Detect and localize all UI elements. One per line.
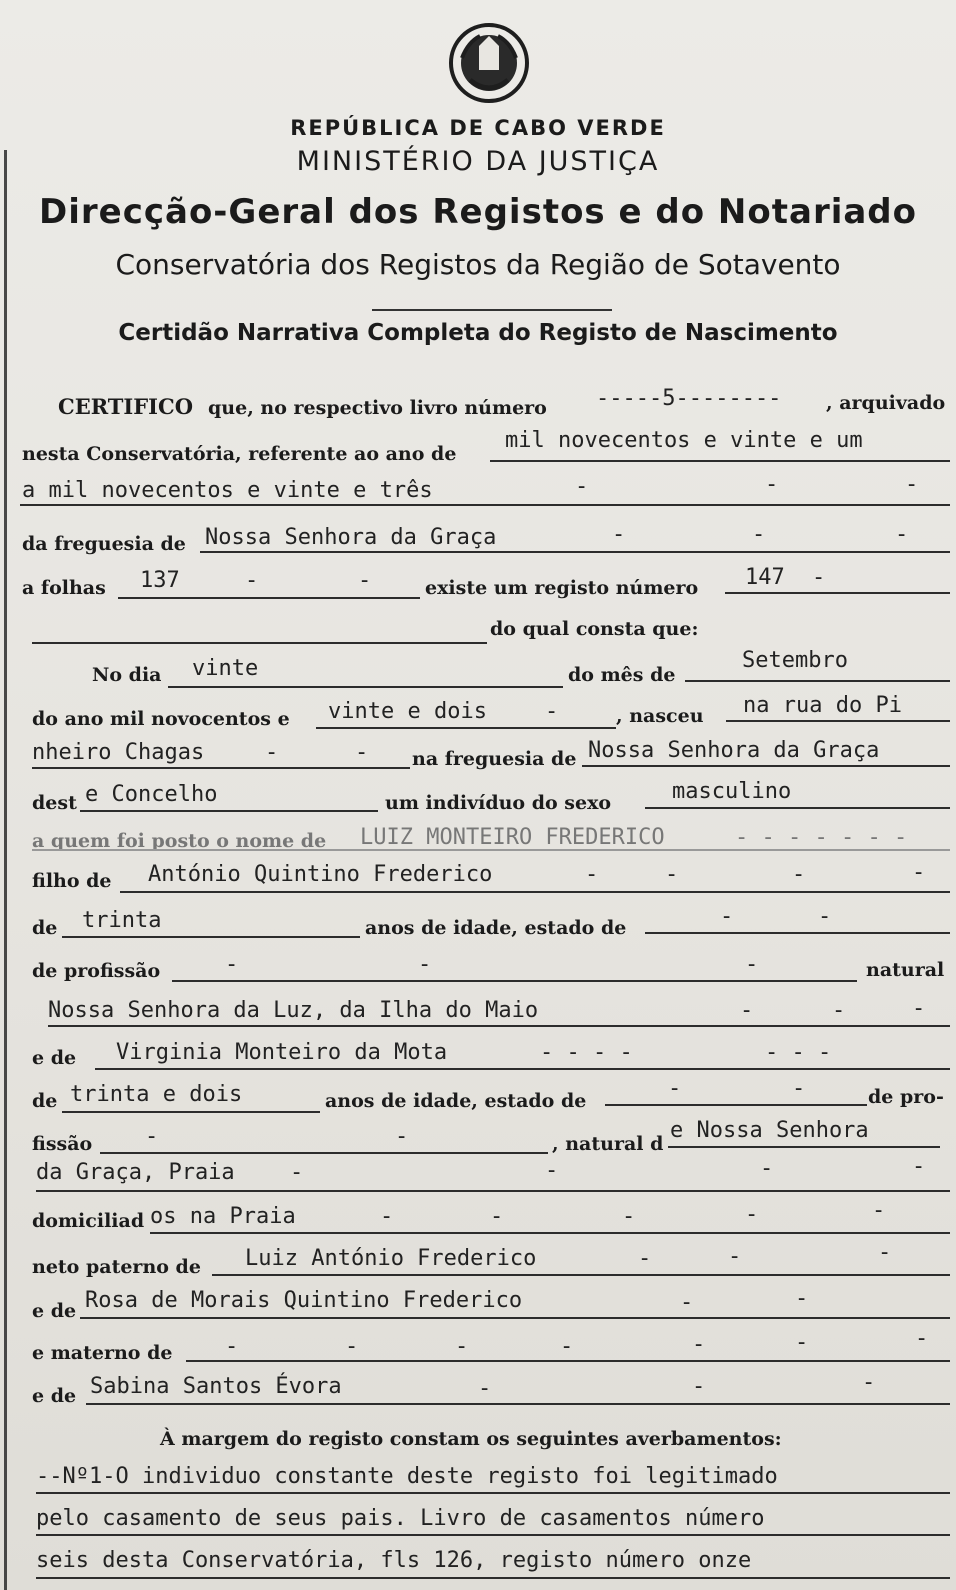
value-averbamento-3: seis desta Conservatória, fls 126, registo número onze: [36, 1548, 752, 1573]
value-ano-de-cont: a mil novecentos e vinte e três: [22, 478, 433, 503]
filler-dash: -: [638, 1246, 652, 1271]
underline-ano: [490, 460, 950, 462]
underline-freguesia: [200, 551, 950, 553]
label-domiciliad: domiciliad: [32, 1210, 145, 1232]
filler-dash: -: [795, 1286, 809, 1311]
label-nasceu: , nasceu: [616, 705, 704, 727]
filler-dash: -: [752, 522, 766, 547]
filler-dash: -: [792, 862, 806, 887]
filler-dash: -: [380, 1204, 394, 1229]
filler-dash: -: [812, 565, 826, 590]
filler-dash: -: [665, 862, 679, 887]
header-registry: Conservatória dos Registos da Região de Sotavento: [115, 248, 841, 281]
filler-dash: -: [290, 1160, 304, 1185]
filler-dash: -: [575, 474, 589, 499]
filler-dash: -: [680, 1290, 694, 1315]
underline-local: [726, 720, 950, 722]
underline-mae: [95, 1068, 950, 1070]
filler-dash: -: [560, 1334, 574, 1359]
header-directorate: Direcção-Geral dos Registos e do Notariado: [38, 192, 918, 232]
filler-dash: -: [225, 1334, 239, 1359]
value-local-nascimento-cont: nheiro Chagas: [32, 740, 205, 765]
label-de-pro: de pro-: [868, 1086, 944, 1108]
value-averbamento-2: pelo casamento de seus pais. Livro de casamentos número: [36, 1506, 765, 1531]
filler-dash: -: [692, 1374, 706, 1399]
underline-avo-materna: [86, 1403, 950, 1405]
filler-dash: -: [832, 998, 846, 1023]
label-que-livro: que, no respectivo livro número: [208, 397, 547, 419]
filler-dash: -: [545, 1158, 559, 1183]
filler-dash: -: [895, 522, 909, 547]
underline-folhas: [118, 597, 420, 599]
filler-dashes-mae-2: - - -: [765, 1040, 832, 1065]
underline-pai-natural: [48, 1025, 950, 1027]
filler-dash: -: [622, 1204, 636, 1229]
underline-averbamento-1: [36, 1492, 950, 1494]
value-pai-natural: Nossa Senhora da Luz, da Ilha do Maio: [48, 998, 539, 1023]
filler-dash: -: [668, 1076, 682, 1101]
value-averbamento-1: --Nº1-O individuo constante deste registo foi legitimado: [36, 1464, 778, 1489]
value-domicilio: os na Praia: [150, 1204, 296, 1229]
underline-freguesia-nascimento: [582, 765, 950, 767]
value-livro-numero: -----5--------: [596, 386, 782, 411]
filler-dashes-mae: - - - -: [540, 1040, 633, 1065]
value-freguesia: Nossa Senhora da Graça: [205, 525, 497, 550]
underline-dia: [168, 686, 563, 688]
label-consta: do qual consta que:: [490, 618, 699, 640]
label-natural-de: , natural d: [552, 1133, 664, 1155]
label-na-freguesia: na freguesia de: [412, 748, 577, 770]
value-concelho: e Concelho: [85, 782, 218, 807]
value-ano-nascimento: vinte e dois: [328, 699, 487, 724]
label-filho-de: filho de: [32, 870, 112, 892]
label-arquivado: , arquivado: [826, 392, 946, 414]
value-mae-idade: trinta e dois: [70, 1082, 243, 1107]
value-sexo: masculino: [672, 779, 792, 804]
value-mae-natural: e Nossa Senhora: [670, 1118, 869, 1143]
filler-dash: -: [358, 568, 372, 593]
filler-dash: -: [545, 699, 559, 724]
label-certifico: CERTIFICO: [58, 394, 193, 419]
label-nome: a quem foi posto o nome de: [32, 830, 327, 852]
label-dest: dest: [32, 792, 77, 814]
underline-pai-profissao: [172, 980, 857, 982]
filler-dash: -: [585, 862, 599, 887]
underline-mae-idade: [62, 1111, 320, 1113]
underline-ano-nascimento: [316, 727, 616, 729]
label-e-de-avo-materna: e de: [32, 1385, 77, 1407]
label-natural: natural: [866, 959, 945, 981]
underline-blank: [32, 642, 487, 644]
filler-dash: -: [720, 904, 734, 929]
filler-dash: -: [912, 1154, 926, 1179]
filler-dash: -: [740, 998, 754, 1023]
filler-dash: -: [818, 904, 832, 929]
label-idade-estado-mae: anos de idade, estado de: [325, 1090, 587, 1112]
value-pai-idade: trinta: [82, 908, 162, 933]
label-e-de: e de: [32, 1047, 77, 1069]
filler-dash: -: [355, 740, 369, 765]
filler-dash: -: [792, 1076, 806, 1101]
header-ministry: MINISTÉRIO DA JUSTIÇA: [296, 146, 660, 177]
value-local-nascimento: na rua do Pi: [743, 693, 902, 718]
value-registo-numero: 147: [745, 565, 785, 590]
underline-nome: [32, 849, 950, 851]
underline-avo-paterna: [80, 1317, 950, 1319]
underline-registo: [725, 592, 950, 594]
filler-dash: -: [612, 522, 626, 547]
value-pai: António Quintino Frederico: [148, 862, 493, 887]
underline-mae-profissao: [100, 1152, 548, 1154]
value-mae: Virginia Monteiro da Mota: [116, 1040, 448, 1065]
label-materno: e materno de: [32, 1342, 173, 1364]
label-fissao: fissão: [32, 1133, 93, 1155]
filler-dash: -: [760, 1156, 774, 1181]
filler-dash: -: [745, 952, 759, 977]
filler-dash: -: [265, 740, 279, 765]
filler-dash: -: [478, 1376, 492, 1401]
label-de-mae: de: [32, 1090, 58, 1112]
value-ano-de: mil novecentos e vinte e um: [505, 428, 863, 453]
filler-dash: -: [905, 472, 919, 497]
filler-dash: -: [915, 1326, 929, 1351]
label-registo-numero: existe um registo número: [425, 577, 699, 599]
underline-pai-idade: [62, 936, 360, 938]
underline-pai-estado: [645, 932, 950, 934]
header-divider: [372, 309, 612, 311]
value-nome: LUIZ MONTEIRO FREDERICO: [360, 825, 665, 850]
underline-pai: [120, 891, 950, 893]
filler-dash: -: [145, 1124, 159, 1149]
label-averbamentos: À margem do registo constam os seguintes averbamentos:: [160, 1428, 782, 1450]
filler-dash: -: [765, 472, 779, 497]
value-folhas: 137: [140, 568, 180, 593]
value-avo-materna: Sabina Santos Évora: [90, 1374, 342, 1399]
filler-dash: -: [745, 1202, 759, 1227]
value-freguesia-nascimento: Nossa Senhora da Graça: [588, 738, 880, 763]
filler-dash: -: [418, 952, 432, 977]
value-avo-paterna: Rosa de Morais Quintino Frederico: [85, 1288, 523, 1313]
filler-dash: -: [862, 1370, 876, 1395]
label-de: de: [32, 917, 58, 939]
label-e-de-avo-paterna: e de: [32, 1300, 77, 1322]
underline-avo-paterno: [212, 1274, 950, 1276]
value-dia: vinte: [192, 656, 259, 681]
document-title: Certidão Narrativa Completa do Registo de Nascimento: [118, 320, 838, 346]
label-nesta-conservatoria: nesta Conservatória, referente ao ano de: [22, 443, 457, 465]
label-idade-estado: anos de idade, estado de: [365, 917, 627, 939]
label-folhas: a folhas: [22, 577, 106, 599]
filler-dash: -: [795, 1330, 809, 1355]
filler-dash: -: [225, 952, 239, 977]
scan-edge-border: [4, 150, 7, 1590]
underline-domicilio: [150, 1232, 950, 1234]
underline-sexo: [645, 807, 950, 809]
label-mes: do mês de: [568, 664, 676, 686]
header-republic: REPÚBLICA DE CABO VERDE: [290, 116, 666, 140]
filler-dashes-nome: - - - - - - -: [735, 825, 908, 850]
label-freguesia: da freguesia de: [22, 533, 186, 555]
underline-ano-cont: [20, 504, 950, 506]
filler-dash: -: [912, 996, 926, 1021]
underline-mes: [685, 680, 950, 682]
value-mes: Setembro: [742, 648, 848, 673]
underline-averbamento-3: [36, 1577, 950, 1579]
underline-mae-natural: [668, 1146, 940, 1148]
label-ano-nascimento: do ano mil novocentos e: [32, 708, 290, 730]
filler-dash: -: [490, 1204, 504, 1229]
underline-local-cont: [32, 767, 410, 769]
filler-dash: -: [692, 1332, 706, 1357]
underline-mae-natural-cont: [36, 1190, 950, 1192]
label-neto-paterno: neto paterno de: [32, 1256, 201, 1278]
filler-dash: -: [395, 1124, 409, 1149]
underline-concelho: [80, 810, 378, 812]
label-profissao: de profissão: [32, 960, 161, 982]
coat-of-arms-emblem: [448, 22, 530, 104]
filler-dash: -: [345, 1334, 359, 1359]
filler-dash: -: [912, 860, 926, 885]
underline-averbamento-2: [36, 1534, 950, 1536]
underline-materno: [186, 1360, 950, 1362]
value-avo-paterno: Luiz António Frederico: [245, 1246, 537, 1271]
label-individuo-sexo: um indivíduo do sexo: [385, 792, 612, 814]
value-mae-natural-cont: da Graça, Praia: [36, 1160, 235, 1185]
underline-mae-estado: [605, 1104, 867, 1106]
label-dia: No dia: [92, 664, 162, 686]
filler-dash: -: [872, 1198, 886, 1223]
filler-dash: -: [728, 1244, 742, 1269]
filler-dash: -: [878, 1240, 892, 1265]
filler-dash: -: [455, 1334, 469, 1359]
filler-dash: -: [245, 568, 259, 593]
